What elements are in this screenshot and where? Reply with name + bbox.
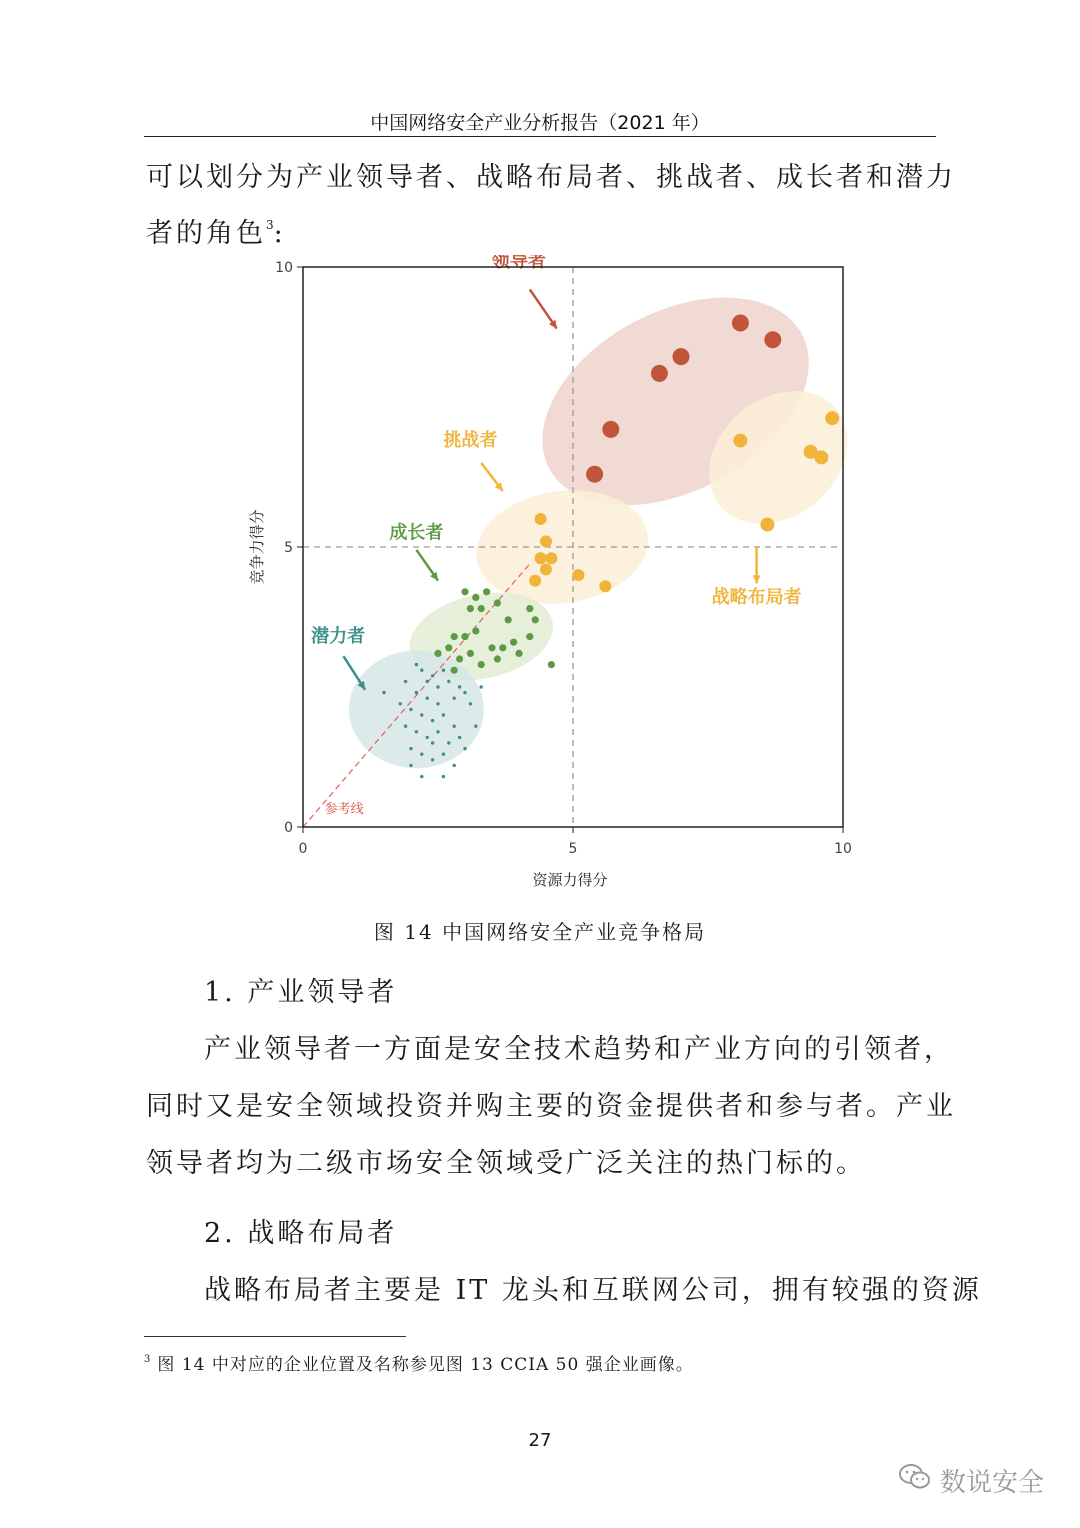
point-4-21: [436, 730, 439, 733]
point-2-6: [572, 569, 584, 581]
point-2-5: [529, 575, 541, 587]
x-tick-label-0: 0: [298, 841, 308, 857]
point-4-8: [426, 697, 429, 700]
point-4-24: [409, 747, 412, 750]
section-1-heading: 1. 产业领导者: [204, 977, 398, 1008]
point-3-21: [434, 650, 441, 657]
point-4-3: [426, 680, 429, 683]
point-3-14: [510, 639, 517, 646]
competition-scatter-chart: [240, 255, 880, 905]
y-tick-label-0: 0: [284, 820, 293, 836]
point-4-36: [415, 663, 418, 666]
point-4-35: [480, 685, 483, 688]
point-4-17: [469, 702, 472, 705]
point-1-3: [825, 411, 839, 425]
point-4-33: [420, 775, 423, 778]
point-3-24: [526, 633, 533, 640]
y-tick-label-1: 5: [284, 540, 293, 556]
point-3-1: [472, 594, 479, 601]
point-3-6: [505, 616, 512, 623]
point-4-12: [409, 708, 412, 711]
point-4-37: [404, 680, 407, 683]
point-3-3: [494, 599, 501, 606]
wechat-icon: [898, 1463, 932, 1498]
watermark-text: 数说安全: [939, 1468, 1044, 1498]
point-4-11: [463, 691, 466, 694]
point-4-7: [415, 691, 418, 694]
point-2-3: [545, 552, 557, 564]
footnote: [144, 1350, 694, 1375]
intro-line-1: 可以划分为产业领导者、战略布局者、挑战者、成长者和潜力: [146, 162, 956, 193]
group-label-4: 潜力者: [311, 626, 366, 648]
footnote-rule: [144, 1336, 406, 1337]
point-4-34: [442, 775, 445, 778]
point-4-22: [447, 741, 450, 744]
point-0-2: [651, 365, 668, 382]
point-4-15: [442, 713, 445, 716]
group-label-0: 领导者: [492, 255, 546, 272]
point-3-7: [526, 605, 533, 612]
intro-line-2: [146, 211, 286, 250]
x-tick-label-2: 10: [834, 841, 852, 857]
point-2-1: [540, 535, 552, 547]
point-2-0: [535, 513, 547, 525]
point-4-39: [431, 741, 434, 744]
point-3-11: [472, 627, 479, 634]
point-4-10: [453, 697, 456, 700]
point-4-38: [474, 725, 477, 728]
intro-line-2-end: :: [273, 218, 286, 249]
point-4-1: [431, 674, 434, 677]
y-tick-label-2: 10: [275, 260, 293, 276]
point-4-6: [458, 685, 461, 688]
running-header: 中国网络安全产业分析报告（2021 年）: [370, 112, 710, 134]
point-2-4: [540, 563, 552, 575]
point-4-16: [453, 725, 456, 728]
point-3-9: [451, 633, 458, 640]
point-1-4: [760, 518, 774, 532]
point-4-18: [404, 725, 407, 728]
point-4-5: [447, 680, 450, 683]
point-4-25: [420, 753, 423, 756]
group-label-2: 挑战者: [443, 430, 498, 452]
point-3-4: [467, 605, 474, 612]
point-3-16: [445, 644, 452, 651]
point-3-20: [494, 655, 501, 662]
section-2-heading: 2. 战略布局者: [204, 1218, 398, 1249]
point-3-17: [456, 655, 463, 662]
group-label-3: 成长者: [389, 522, 444, 544]
point-3-12: [488, 644, 495, 651]
footnote-ref[interactable]: 3: [266, 218, 274, 232]
point-4-0: [420, 669, 423, 672]
point-4-31: [399, 702, 402, 705]
figure-caption: 图 14 中国网络安全产业竞争格局: [373, 920, 707, 944]
point-3-2: [483, 588, 490, 595]
point-4-2: [442, 669, 445, 672]
point-1-2: [814, 450, 828, 464]
section-1-line-2: 同时又是安全领域投资并购主要的资金提供者和参与者。产业: [146, 1091, 956, 1122]
point-0-5: [764, 331, 781, 348]
x-tick-label-1: 5: [568, 841, 578, 857]
page-number: 27: [528, 1430, 552, 1451]
point-3-19: [478, 661, 485, 668]
section-1-line-3: 领导者均为二级市场安全领域受广泛关注的热门标的。: [146, 1148, 866, 1179]
point-4-4: [436, 685, 439, 688]
point-4-28: [453, 764, 456, 767]
footnote-text: 图 14 中对应的企业位置及名称参见图 13 CCIA 50 强企业画像。: [157, 1355, 694, 1375]
point-3-23: [548, 661, 555, 668]
point-0-4: [732, 315, 749, 332]
ellipse-layer: [349, 255, 874, 768]
point-3-15: [515, 650, 522, 657]
point-4-13: [420, 713, 423, 716]
point-3-22: [451, 667, 458, 674]
point-3-8: [532, 616, 539, 623]
figure-chart: [240, 255, 880, 905]
point-3-18: [467, 650, 474, 657]
point-3-0: [461, 588, 468, 595]
point-4-14: [431, 719, 434, 722]
group-arrowhead-1: [753, 575, 761, 583]
header-rule: [144, 136, 936, 137]
point-4-32: [409, 764, 412, 767]
point-4-29: [463, 747, 466, 750]
benchmark-label: 参考线: [324, 802, 364, 817]
point-2-2: [535, 552, 547, 564]
point-4-23: [458, 736, 461, 739]
point-3-10: [461, 633, 468, 640]
point-1-0: [733, 434, 747, 448]
point-4-30: [382, 691, 385, 694]
point-0-1: [602, 421, 619, 438]
y-axis-label: 竞争力得分: [248, 509, 266, 585]
section-2-line-1: 战略布局者主要是 IT 龙头和互联网公司，拥有较强的资源: [204, 1275, 982, 1306]
point-4-27: [442, 753, 445, 756]
point-0-3: [673, 348, 690, 365]
footnote-mark: 3: [144, 1354, 152, 1365]
point-4-9: [436, 702, 439, 705]
point-2-7: [599, 580, 611, 592]
point-4-26: [431, 758, 434, 761]
point-4-19: [415, 730, 418, 733]
group-label-1: 战略布局者: [711, 587, 802, 608]
point-3-5: [478, 605, 485, 612]
point-0-0: [586, 466, 603, 483]
watermark: [898, 1462, 1044, 1499]
point-3-13: [499, 644, 506, 651]
section-1-line-1: 产业领导者一方面是安全技术趋势和产业方向的引领者，: [204, 1034, 954, 1065]
x-axis-label: 资源力得分: [532, 871, 608, 889]
intro-line-2-text: 者的角色: [146, 218, 266, 249]
point-4-20: [426, 736, 429, 739]
